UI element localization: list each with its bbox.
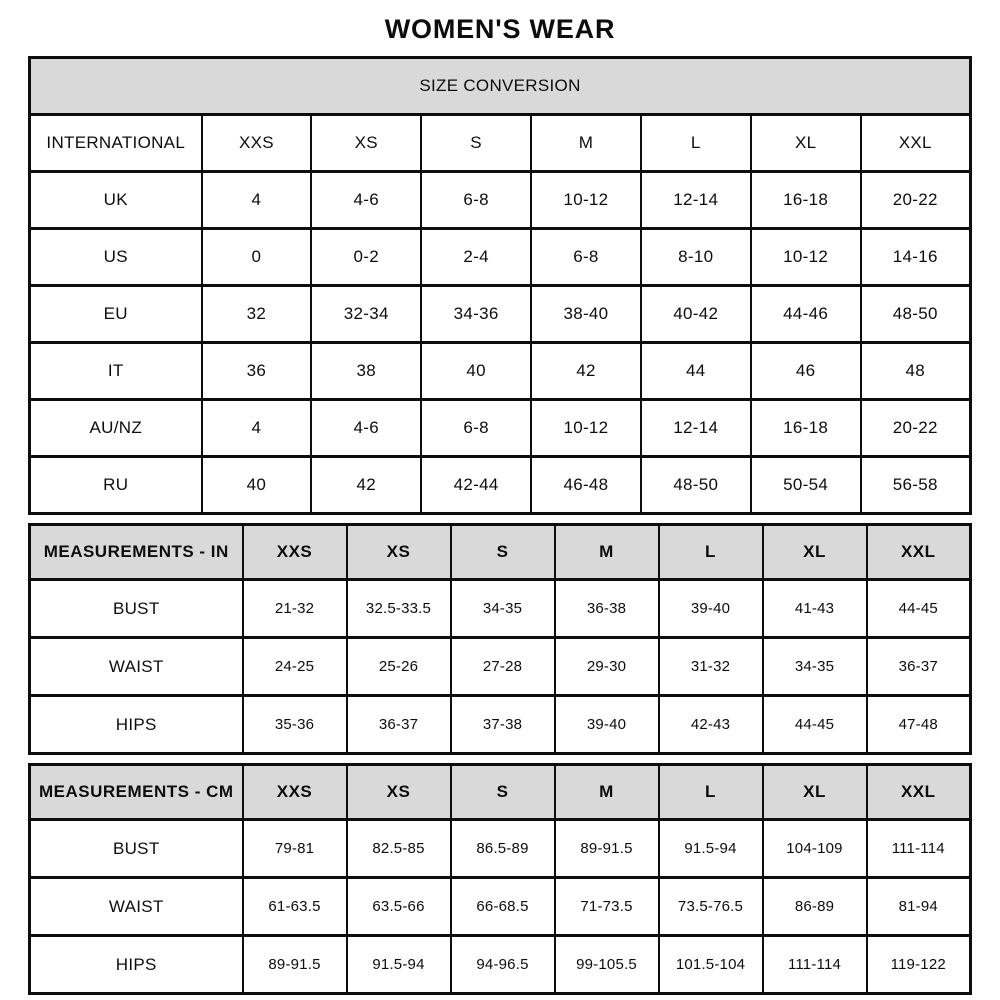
- page-title: WOMEN'S WEAR: [384, 14, 616, 44]
- cell-it-xl: 46: [751, 343, 861, 400]
- cell-waist-l: 73.5-76.5: [659, 878, 763, 936]
- column-header-xl: XL: [763, 765, 867, 820]
- cell-bust-xl: 104-109: [763, 820, 867, 878]
- cell-us-m: 6-8: [531, 229, 641, 286]
- column-header-l: L: [659, 765, 763, 820]
- cell-waist-m: 29-30: [555, 638, 659, 696]
- cell-au-nz-s: 6-8: [421, 400, 531, 457]
- cell-hips-xl: 111-114: [763, 936, 867, 994]
- column-header-m: M: [555, 765, 659, 820]
- column-header-s: S: [451, 525, 555, 580]
- column-header-xxs: XXS: [243, 525, 347, 580]
- measurements-cm-table: [28, 763, 972, 995]
- cell-bust-xs: 82.5-85: [347, 820, 451, 878]
- column-header-s: S: [421, 115, 531, 172]
- cell-bust-m: 36-38: [555, 580, 659, 638]
- cell-waist-xl: 86-89: [763, 878, 867, 936]
- row-label-it: IT: [30, 343, 202, 400]
- cell-us-xs: 0-2: [311, 229, 421, 286]
- cell-waist-xs: 25-26: [347, 638, 451, 696]
- cell-waist-xxl: 36-37: [867, 638, 971, 696]
- column-header-m: M: [531, 115, 641, 172]
- cell-hips-xs: 36-37: [347, 696, 451, 754]
- cell-hips-xxl: 119-122: [867, 936, 971, 994]
- table-row-hips: [30, 936, 971, 994]
- table-row-waist: [30, 878, 971, 936]
- cell-uk-s: 6-8: [421, 172, 531, 229]
- cell-hips-xxl: 47-48: [867, 696, 971, 754]
- cell-us-l: 8-10: [641, 229, 751, 286]
- cell-bust-xxs: 79-81: [243, 820, 347, 878]
- cell-bust-xxl: 111-114: [867, 820, 971, 878]
- cell-us-s: 2-4: [421, 229, 531, 286]
- cell-au-nz-l: 12-14: [641, 400, 751, 457]
- row-label-us: US: [30, 229, 202, 286]
- row-label-ru: RU: [30, 457, 202, 514]
- table-row-us: [30, 229, 971, 286]
- cell-hips-xxs: 89-91.5: [243, 936, 347, 994]
- cell-bust-xxl: 44-45: [867, 580, 971, 638]
- cell-waist-s: 66-68.5: [451, 878, 555, 936]
- cell-uk-xs: 4-6: [311, 172, 421, 229]
- size-conversion-banner-row: [30, 58, 971, 115]
- table-row-waist: [30, 638, 971, 696]
- cell-hips-s: 37-38: [451, 696, 555, 754]
- cell-eu-m: 38-40: [531, 286, 641, 343]
- column-header-l: L: [641, 115, 751, 172]
- cell-waist-m: 71-73.5: [555, 878, 659, 936]
- table-row-bust: [30, 580, 971, 638]
- cell-us-xxs: 0: [202, 229, 312, 286]
- cell-bust-xl: 41-43: [763, 580, 867, 638]
- row-label-waist: WAIST: [30, 878, 243, 936]
- table-row-hips: [30, 696, 971, 754]
- cell-ru-s: 42-44: [421, 457, 531, 514]
- cell-uk-xxl: 20-22: [861, 172, 971, 229]
- cell-au-nz-xl: 16-18: [751, 400, 861, 457]
- column-header-xs: XS: [311, 115, 421, 172]
- cell-bust-l: 91.5-94: [659, 820, 763, 878]
- cell-ru-xl: 50-54: [751, 457, 861, 514]
- cell-bust-xs: 32.5-33.5: [347, 580, 451, 638]
- table-row-uk: [30, 172, 971, 229]
- cell-ru-xxs: 40: [202, 457, 312, 514]
- cell-it-l: 44: [641, 343, 751, 400]
- cell-au-nz-xs: 4-6: [311, 400, 421, 457]
- row-label-bust: BUST: [30, 820, 243, 878]
- cell-ru-l: 48-50: [641, 457, 751, 514]
- table-row-it: [30, 343, 971, 400]
- cell-it-xxs: 36: [202, 343, 312, 400]
- cell-waist-xxs: 61-63.5: [243, 878, 347, 936]
- cell-bust-xxs: 21-32: [243, 580, 347, 638]
- cell-eu-xl: 44-46: [751, 286, 861, 343]
- table-row-eu: [30, 286, 971, 343]
- table-row-au-nz: [30, 400, 971, 457]
- row-label-bust: BUST: [30, 580, 243, 638]
- cell-us-xxl: 14-16: [861, 229, 971, 286]
- cell-us-xl: 10-12: [751, 229, 861, 286]
- header-row: [30, 525, 971, 580]
- cell-eu-s: 34-36: [421, 286, 531, 343]
- cell-hips-s: 94-96.5: [451, 936, 555, 994]
- column-header-xs: XS: [347, 765, 451, 820]
- column-header-measurements-cm: MEASUREMENTS - CM: [30, 765, 243, 820]
- cell-hips-xl: 44-45: [763, 696, 867, 754]
- size-conversion-table: [28, 56, 972, 515]
- table-row-ru: [30, 457, 971, 514]
- column-header-international: INTERNATIONAL: [30, 115, 202, 172]
- column-header-s: S: [451, 765, 555, 820]
- cell-eu-xxl: 48-50: [861, 286, 971, 343]
- cell-hips-l: 42-43: [659, 696, 763, 754]
- cell-bust-l: 39-40: [659, 580, 763, 638]
- header-row: [30, 765, 971, 820]
- row-label-au-nz: AU/NZ: [30, 400, 202, 457]
- cell-it-s: 40: [421, 343, 531, 400]
- column-header-m: M: [555, 525, 659, 580]
- cell-waist-l: 31-32: [659, 638, 763, 696]
- cell-au-nz-xxl: 20-22: [861, 400, 971, 457]
- header-row: [30, 115, 971, 172]
- row-label-hips: HIPS: [30, 696, 243, 754]
- measurements-in-table: [28, 523, 972, 755]
- table-row-bust: [30, 820, 971, 878]
- cell-it-m: 42: [531, 343, 641, 400]
- cell-hips-m: 99-105.5: [555, 936, 659, 994]
- column-header-xs: XS: [347, 525, 451, 580]
- cell-waist-xs: 63.5-66: [347, 878, 451, 936]
- column-header-l: L: [659, 525, 763, 580]
- cell-eu-xs: 32-34: [311, 286, 421, 343]
- column-header-xl: XL: [763, 525, 867, 580]
- column-header-xxl: XXL: [867, 525, 971, 580]
- row-label-waist: WAIST: [30, 638, 243, 696]
- cell-uk-xl: 16-18: [751, 172, 861, 229]
- cell-waist-xl: 34-35: [763, 638, 867, 696]
- column-header-xxl: XXL: [867, 765, 971, 820]
- cell-waist-xxs: 24-25: [243, 638, 347, 696]
- column-header-xl: XL: [751, 115, 861, 172]
- row-label-uk: UK: [30, 172, 202, 229]
- column-header-xxl: XXL: [861, 115, 971, 172]
- cell-ru-xs: 42: [311, 457, 421, 514]
- column-header-xxs: XXS: [202, 115, 312, 172]
- cell-bust-s: 34-35: [451, 580, 555, 638]
- cell-it-xs: 38: [311, 343, 421, 400]
- cell-au-nz-xxs: 4: [202, 400, 312, 457]
- cell-hips-xxs: 35-36: [243, 696, 347, 754]
- cell-hips-m: 39-40: [555, 696, 659, 754]
- cell-it-xxl: 48: [861, 343, 971, 400]
- cell-uk-xxs: 4: [202, 172, 312, 229]
- cell-bust-s: 86.5-89: [451, 820, 555, 878]
- cell-eu-l: 40-42: [641, 286, 751, 343]
- cell-bust-m: 89-91.5: [555, 820, 659, 878]
- cell-ru-m: 46-48: [531, 457, 641, 514]
- cell-ru-xxl: 56-58: [861, 457, 971, 514]
- row-label-hips: HIPS: [30, 936, 243, 994]
- column-header-xxs: XXS: [243, 765, 347, 820]
- size-conversion-header: SIZE CONVERSION: [30, 58, 971, 115]
- cell-au-nz-m: 10-12: [531, 400, 641, 457]
- cell-waist-xxl: 81-94: [867, 878, 971, 936]
- cell-uk-m: 10-12: [531, 172, 641, 229]
- row-label-eu: EU: [30, 286, 202, 343]
- cell-waist-s: 27-28: [451, 638, 555, 696]
- cell-eu-xxs: 32: [202, 286, 312, 343]
- cell-hips-l: 101.5-104: [659, 936, 763, 994]
- column-header-measurements-in: MEASUREMENTS - IN: [30, 525, 243, 580]
- cell-uk-l: 12-14: [641, 172, 751, 229]
- cell-hips-xs: 91.5-94: [347, 936, 451, 994]
